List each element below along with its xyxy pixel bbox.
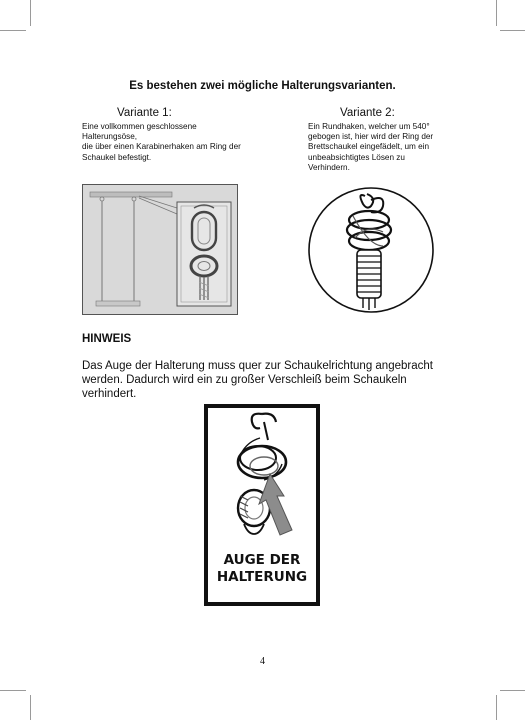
variant-2-description: [308, 122, 478, 173]
hinweis-line: Das Auge der Halterung muss quer zur Schaukelrichtung angebracht: [82, 360, 433, 372]
desc-line: Ein Rundhaken, welcher um 540°: [308, 122, 430, 131]
variant-2-title: Variante 2:: [340, 107, 395, 119]
hinweis-line: verhindert.: [82, 388, 137, 400]
sign-label-line-1: AUGE DER: [223, 552, 301, 568]
crop-mark: [0, 30, 26, 31]
crop-mark: [500, 30, 525, 31]
hinweis-title: HINWEIS: [82, 333, 132, 345]
variant-1-title: Variante 1:: [117, 107, 172, 119]
crop-mark: [30, 695, 31, 720]
crop-mark: [500, 690, 525, 691]
crop-mark: [496, 0, 497, 26]
desc-line: Brettschaukel eingefädelt, um ein: [308, 142, 430, 152]
crop-mark: [0, 690, 26, 691]
page-number: 4: [260, 656, 265, 667]
crop-mark: [30, 0, 31, 26]
hinweis-line: werden. Dadurch wird ein zu großer Verschleiß beim Schaukeln: [82, 374, 407, 386]
hinweis-text: [82, 359, 452, 401]
desc-line: Eine vollkommen geschlossene Halterungsöse,: [82, 122, 197, 142]
variant-1-description: [82, 122, 252, 163]
desc-line: gebogen ist, hier wird der Ring der: [308, 132, 434, 142]
desc-line: unbeabsichtigtes Lösen zu: [308, 152, 405, 162]
auge-der-halterung-sign: [204, 404, 320, 606]
desc-line: Verhindern.: [308, 162, 350, 172]
sign-label-line-2: HALTERUNG: [216, 569, 308, 585]
swing-carabiner-illustration: [82, 184, 238, 315]
page-heading: Es bestehen zwei mögliche Halterungsvarianten.: [129, 80, 396, 92]
round-hook-illustration: [307, 186, 435, 314]
desc-line: die über einen Karabinerhaken am Ring der: [82, 142, 241, 152]
desc-line: Schaukel befestigt.: [82, 152, 152, 162]
crop-mark: [496, 695, 497, 720]
